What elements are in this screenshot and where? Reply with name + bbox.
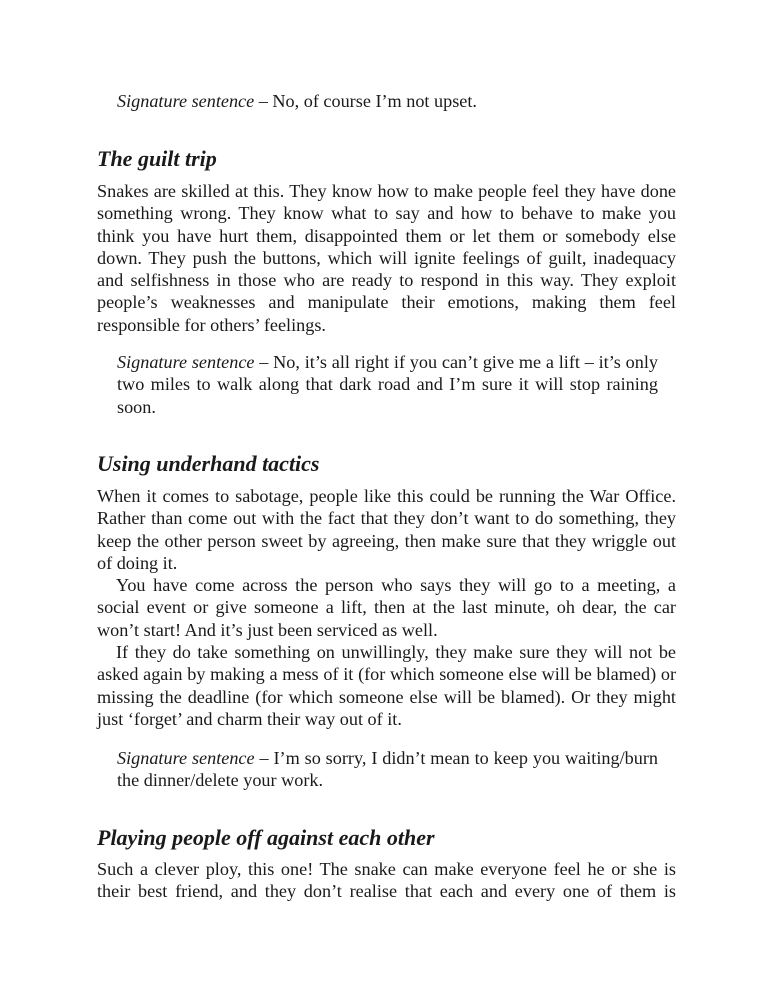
signature-text: – I’m so sorry, I didn’t mean to keep you waiting/burn the dinner/delete your work. bbox=[117, 748, 658, 791]
signature-text: – No, of course I’m not upset. bbox=[254, 91, 477, 111]
signature-label: Signature sentence bbox=[117, 748, 255, 768]
section-heading: Using underhand tactics bbox=[97, 451, 320, 476]
section-heading: The guilt trip bbox=[97, 146, 217, 171]
signature-sentence-quote bbox=[117, 747, 658, 792]
paragraph: Such a clever ploy, this one! The snake can make everyone feel he or she is their best friend, and they don’t realise that each and every one of them is bbox=[97, 859, 676, 902]
paragraph: If they do take something on unwillingly, they make sure they will not be asked again by making a mess of it (for which someone else will be blamed) or missing the deadline (for which someone else will be blamed). Or they might just ‘forget’ and charm their way out of it. bbox=[97, 642, 676, 729]
signature-label: Signature sentence bbox=[117, 91, 255, 111]
signature-sentence-quote bbox=[117, 90, 658, 112]
paragraph: When it comes to sabotage, people like this could be running the War Office. Rather than come out with the fact that they don’t want to do something, they keep the other person sweet by agreeing, then make sure that they wriggle out of doing it. bbox=[97, 486, 676, 573]
signature-label: Signature sentence bbox=[117, 352, 255, 372]
paragraph: Snakes are skilled at this. They know how to make people feel they have done something wrong. They know what to say and how to behave to make you think you have hurt them, disappointed them or let them or somebody else down. They push the buttons, which will ignite feelings of guilt, inadequacy and selfishness in those who are ready to respond in this way. They exploit people’s weaknesses and manipulate their emotions, making them feel responsible for others’ feelings. bbox=[97, 181, 676, 335]
section-heading: Playing people off against each other bbox=[97, 825, 435, 850]
paragraph: You have come across the person who says they will go to a meeting, a social event or give someone a lift, then at the last minute, oh dear, the car won’t start! And it’s just been serviced as well. bbox=[97, 575, 676, 640]
signature-text: – No, it’s all right if you can’t give me a lift – it’s only two miles to walk along that dark road and I’m sure it will stop raining soon. bbox=[117, 352, 658, 417]
signature-sentence-quote bbox=[117, 351, 658, 418]
